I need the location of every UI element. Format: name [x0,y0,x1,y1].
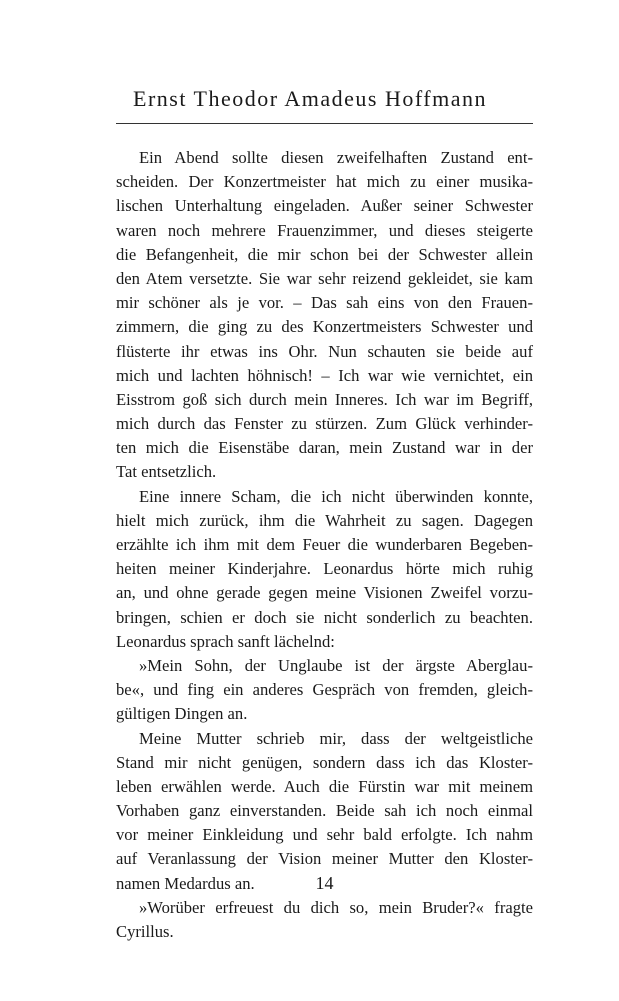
text-line: mich und lachten höhnisch! – Ich war wie vernichtet, ein [116,365,533,385]
text-line: Tat entsetzlich. [116,462,217,482]
text-line: bringen, schien er doch sie nicht sonderlich zu beachten. [116,607,533,627]
text-line: Leonardus sprach sanft lächelnd: [116,631,335,651]
text-line: Stand mir nicht genügen, sondern dass ich das Kloster- [116,752,533,772]
header-rule [116,123,533,124]
text-line: be«, und fing ein anderes Gespräch von fremden, gleich- [116,680,533,700]
text-line: leben erwählen werde. Auch die Fürstin war mit meinem [116,776,533,796]
text-line: scheiden. Der Konzertmeister hat mich zu einer musika- [116,172,533,192]
text-line: Eisstrom goß sich durch mein Inneres. Ich war im Begriff, [116,389,533,409]
text-line: waren noch mehrere Frauenzimmer, und dieses steigerte [116,220,533,240]
text-line: mir schöner als je vor. – Das sah eins von den Frauen- [116,293,533,313]
text-line: den Atem versetzte. Sie war sehr reizend gekleidet, sie kam [116,268,533,288]
text-line: hielt mich zurück, ihm die Wahrheit zu sagen. Dagegen [116,510,533,530]
text-line: Eine innere Scham, die ich nicht überwinden konnte, [139,486,533,506]
page-number: 14 [315,873,334,893]
text-line: gültigen Dingen an. [116,704,248,724]
body-text [116,146,533,944]
text-line: lischen Unterhaltung eingeladen. Außer seiner Schwester [116,196,533,216]
text-line: erzählte ich ihm mit dem Feuer die wunderbaren Begeben- [116,535,533,554]
text-line: ten mich die Eisenstäbe daran, mein Zustand war in der [116,438,533,458]
text-line: Ein Abend sollte diesen zweifelhaften Zustand ent- [139,148,533,167]
text-line: Vorhaben ganz einverstanden. Beide sah ich noch einmal [116,801,533,821]
text-line: »Worüber erfreuest du dich so, mein Bruder?« fragte [139,897,533,917]
text-line: an, und ohne gerade gegen meine Visionen Zweifel vorzu- [116,583,533,603]
text-line: vor meiner Einkleidung und sehr bald erfolgte. Ich nahm [116,825,533,845]
text-line: mich durch das Fenster zu stürzen. Zum Glück verhinder- [116,414,533,434]
text-line: namen Medardus an. [116,873,255,893]
text-line: die Befangenheit, die mir schon bei der Schwester allein [116,244,533,264]
text-line: Cyrillus. [116,922,174,941]
running-head-title: Ernst Theodor Amadeus Hoffmann [133,86,487,111]
text-line: flüsterte ihr etwas ins Ohr. Nun schauten sie beide auf [116,341,533,361]
text-line: »Mein Sohn, der Unglaube ist der ärgste Aberglau- [139,655,533,675]
text-line: zimmern, die ging zu des Konzertmeisters Schwester und [116,317,533,337]
text-line: Meine Mutter schrieb mir, dass der weltgeistliche [139,728,533,748]
text-line: heiten meiner Kinderjahre. Leonardus hörte mich ruhig [116,559,533,579]
text-line: auf Veranlassung der Vision meiner Mutter den Kloster- [116,849,533,869]
